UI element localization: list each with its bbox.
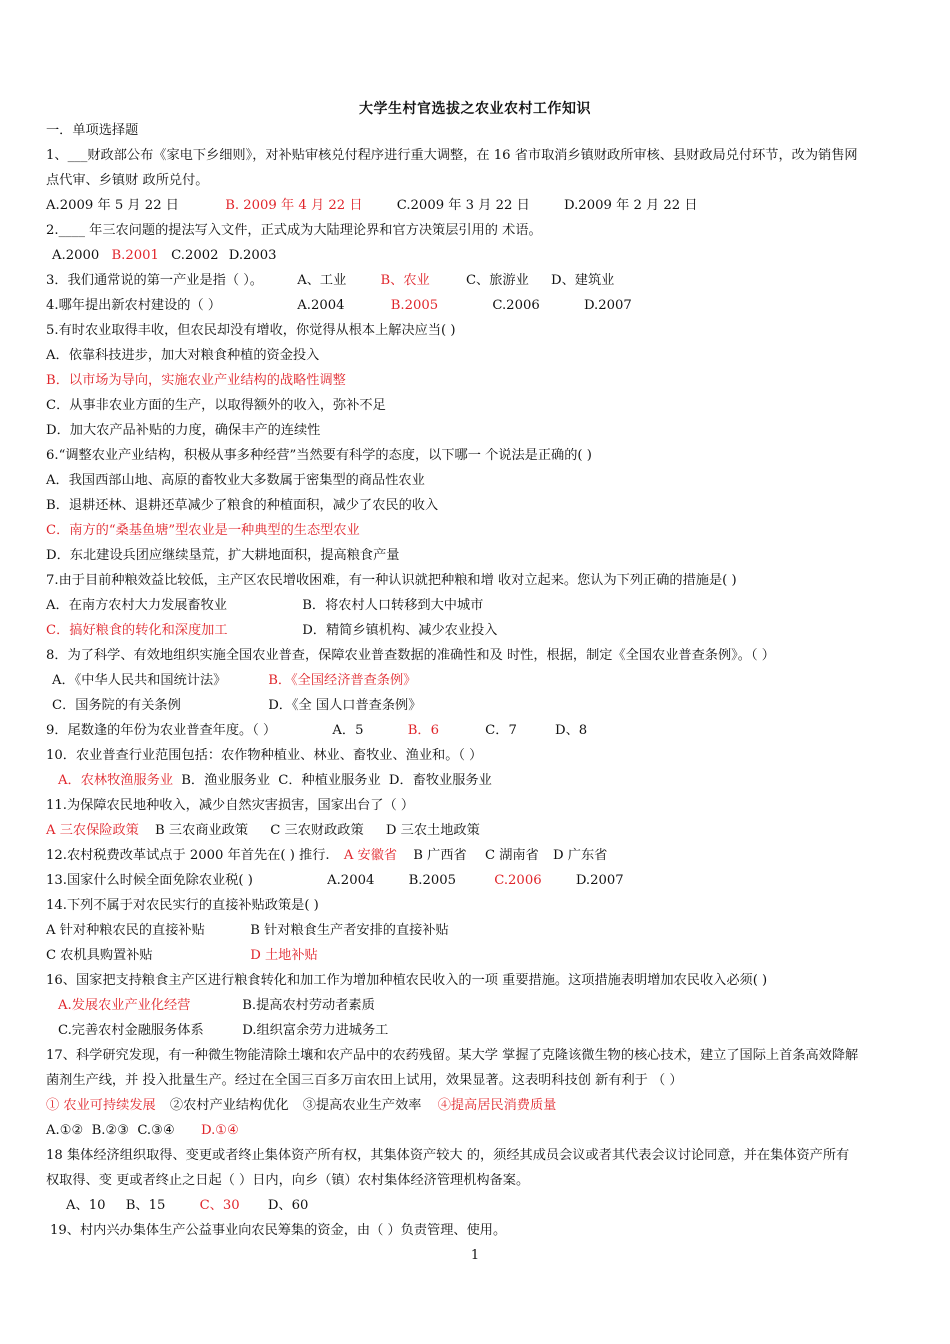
q1-option-b-answer: B. 2009 年 4 月 22 日 xyxy=(225,198,363,213)
q6-stem: 6.“调整农业产业结构，积极从事多种经营”当然要有科学的态度，以下哪一 个说法是正确的( ) xyxy=(46,448,592,463)
q10-option-a-answer: A．农林牧渔服务业 xyxy=(58,773,174,788)
q5-stem: 5.有时农业取得丰收，但农民却没有增收，你觉得从根本上解决应当( ) xyxy=(46,323,456,338)
q1-stem-line2: 点代审、乡镇财 政所兑付。 xyxy=(46,173,209,188)
q18-option-a: A、10 xyxy=(66,1198,106,1213)
q13-option-a: A.2004 xyxy=(327,873,375,888)
q2-option-d: D.2003 xyxy=(228,248,277,263)
q17-statement-2: ②农村产业结构优化 xyxy=(169,1098,289,1113)
q6-option-c-answer: C．南方的“桑基鱼塘”型农业是一种典型的生态型农业 xyxy=(46,523,360,538)
q16-stem: 16、国家把支持粮食主产区进行粮食转化和加工作为增加种植农民收入的一项 重要措施。这项措施表明增加农民收入必须( ) xyxy=(46,973,768,988)
q12-option-a-answer: A 安徽省 xyxy=(343,848,398,863)
q9-option-d: D、8 xyxy=(555,723,588,738)
q12-option-b: B 广西省 xyxy=(413,848,467,863)
q6-option-d: D．东北建设兵团应继续垦荒，扩大耕地面积，提高粮食产量 xyxy=(46,548,400,563)
q13-line xyxy=(46,871,912,891)
q11-option-a-answer: A 三农保险政策 xyxy=(46,823,139,838)
q1-option-d: D.2009 年 2 月 22 日 xyxy=(564,198,698,213)
q18-stem-line1: 18 集体经济组织取得、变更或者终止集体资产所有权，其集体资产较大 的，须经其成员会议或者其代表会议讨论同意，并在集体资产所有 xyxy=(46,1148,850,1163)
q3-option-c: C、旅游业 xyxy=(465,273,529,288)
q13-option-b: B.2005 xyxy=(408,873,457,888)
q4-stem: 4.哪年提出新农村建设的（ ） xyxy=(46,298,222,313)
q4-option-b-answer: B.2005 xyxy=(390,298,439,313)
q10-option-b: B．渔业服务业 xyxy=(181,773,271,788)
q17-stem-line1: 17、科学研究发现，有一种微生物能清除土壤和农产品中的农药残留。某大学 掌握了克隆该微生物的核心技术，建立了国际上首条高效降解 xyxy=(46,1048,859,1063)
section-heading: 一．单项选择题 xyxy=(46,123,139,138)
q17-option-a: A.①② xyxy=(46,1123,84,1138)
q12-option-c: C 湖南省 xyxy=(484,848,539,863)
q14-options-row2 xyxy=(46,946,912,966)
q3-line xyxy=(46,271,912,291)
q6-option-b: B．退耕还林、退耕还草减少了粮食的种植面积，减少了农民的收入 xyxy=(46,498,439,513)
q5-option-a: A．依靠科技进步，加大对粮食种植的资金投入 xyxy=(46,348,320,363)
q9-line xyxy=(46,721,912,741)
q9-option-a: A．5 xyxy=(332,723,364,738)
q17-option-b: B.②③ xyxy=(91,1123,130,1138)
q5-option-b-answer: B．以市场为导向，实施农业产业结构的战略性调整 xyxy=(46,373,346,388)
q14-stem: 14.下列不属于对农民实行的直接补贴政策是( ) xyxy=(46,898,319,913)
q8-stem: 8．为了科学、有效地组织实施全国农业普查，保障农业普查数据的准确性和及 时性，根据，制定《全国农业普查条例》。（ ） xyxy=(46,648,775,663)
q17-statement-1: ① 农业可持续发展 xyxy=(46,1098,156,1113)
q12-option-d: D 广东省 xyxy=(553,848,608,863)
q18-stem-line2: 权取得、变 更或者终止之日起（ ）日内，向乡（镇）农村集体经济管理机构备案。 xyxy=(46,1173,530,1188)
q8-option-d: D．《全 国人口普查条例》 xyxy=(268,698,422,713)
q17-option-d-answer: D.①④ xyxy=(200,1123,239,1138)
q17-statement-3: ③提高农业生产效率 xyxy=(302,1098,422,1113)
q3-option-a: A、工业 xyxy=(297,273,347,288)
q11-option-b: B 三农商业政策 xyxy=(155,823,249,838)
q17-stem-line2: 菌剂生产线，并 投入批量生产。经过在全国三百多万亩农田上试用，效果显著。这表明科技创 新有利于 （ ） xyxy=(46,1073,683,1088)
q17-option-c: C.③④ xyxy=(137,1123,175,1138)
q17-statements xyxy=(46,1096,912,1116)
q2-options xyxy=(52,246,918,266)
q4-option-d: D.2007 xyxy=(583,298,632,313)
q18-option-c-answer: C、30 xyxy=(199,1198,240,1213)
q8-option-a: A．《中华人民共和国统计法》 xyxy=(52,673,227,688)
q3-option-d: D、建筑业 xyxy=(551,273,615,288)
q17-statement-4: ④提高居民消费质量 xyxy=(437,1098,557,1113)
q7-options-row1 xyxy=(46,596,912,616)
q14-option-a: A 针对种粮农民的直接补贴 xyxy=(46,923,205,938)
q11-option-c: C 三农财政政策 xyxy=(270,823,364,838)
q7-option-d: D．精简乡镇机构、减少农业投入 xyxy=(302,623,498,638)
q8-option-c: C．国务院的有关条例 xyxy=(52,698,181,713)
q13-stem: 13.国家什么时候全面免除农业税( ) xyxy=(46,873,253,888)
q4-option-c: C.2006 xyxy=(492,298,540,313)
q19-stem: 19、村内兴办集体生产公益事业向农民筹集的资金，由（ ）负责管理、使用。 xyxy=(50,1223,507,1238)
q4-option-a: A.2004 xyxy=(297,298,345,313)
q16-option-c: C.完善农村金融服务体系 xyxy=(58,1023,204,1038)
q12-stem: 12.农村税费改革试点于 2000 年首先在( ) 推行. xyxy=(46,848,330,863)
q7-stem: 7.由于目前种粮效益比较低，主产区农民增收困难，有一种认识就把种粮和增 收对立起来。您认为下列正确的措施是( ) xyxy=(46,573,737,588)
q8-option-b-answer: B．《全国经济普查条例》 xyxy=(268,673,417,688)
q1-stem-line1: 1、___财政部公布《家电下乡细则》，对补贴审核兑付程序进行重大调整，在 16 省市取消乡镇财政所审核、县财政局兑付环节，改为销售网 xyxy=(46,148,858,163)
document-title: 大学生村官选拔之农业农村工作知识 xyxy=(359,101,591,117)
q1-options xyxy=(46,196,912,216)
q10-options xyxy=(58,771,924,791)
q1-option-c: C.2009 年 3 月 22 日 xyxy=(396,198,530,213)
q13-option-c-answer: C.2006 xyxy=(494,873,542,888)
q9-stem: 9．尾数逢的年份为农业普查年度。（ ） xyxy=(46,723,277,738)
q14-options-row1 xyxy=(46,921,912,941)
q16-option-d: D.组织富余劳力进城务工 xyxy=(242,1023,389,1038)
q18-options xyxy=(66,1196,932,1216)
q8-options-row1 xyxy=(52,671,918,691)
q4-line xyxy=(46,296,912,316)
q7-option-a: A．在南方农村大力发展畜牧业 xyxy=(46,598,227,613)
q11-stem: 11.为保障农民地种收入，减少自然灾害损害，国家出台了（ ） xyxy=(46,798,415,813)
q12-line xyxy=(46,846,912,866)
q7-option-b: B．将农村人口转移到大中城市 xyxy=(302,598,484,613)
q17-options xyxy=(46,1121,912,1141)
q9-option-c: C．7 xyxy=(485,723,517,738)
q10-option-c: C．种植业服务业 xyxy=(278,773,381,788)
q5-option-c: C．从事非农业方面的生产，以取得额外的收入，弥补不足 xyxy=(46,398,386,413)
q11-options xyxy=(46,821,912,841)
q2-option-b-answer: B.2001 xyxy=(111,248,159,263)
q16-option-b: B.提高农村劳动者素质 xyxy=(242,998,375,1013)
q7-options-row2 xyxy=(46,621,912,641)
q13-option-d: D.2007 xyxy=(575,873,624,888)
q3-option-b-answer: B、农业 xyxy=(380,273,430,288)
q5-option-d: D．加大农产品补贴的力度，确保丰产的连续性 xyxy=(46,423,321,438)
q6-option-a: A．我国西部山地、高原的畜牧业大多数属于密集型的商品性农业 xyxy=(46,473,425,488)
q18-option-d: D、60 xyxy=(267,1198,309,1213)
q10-stem: 10．农业普查行业范围包括：农作物种植业、林业、畜牧业、渔业和。（ ） xyxy=(46,748,483,763)
q7-option-c-answer: C．搞好粮食的转化和深度加工 xyxy=(46,623,228,638)
q10-option-d: D．畜牧业服务业 xyxy=(388,773,492,788)
q3-stem: 3．我们通常说的第一产业是指（ ）。 xyxy=(46,273,263,288)
q11-option-d: D 三农土地政策 xyxy=(385,823,480,838)
page-number: 1 xyxy=(470,1248,480,1263)
q16-options-row1 xyxy=(58,996,924,1016)
q2-option-c: C.2002 xyxy=(171,248,219,263)
q8-options-row2 xyxy=(52,696,918,716)
q14-option-b: B 针对粮食生产者安排的直接补贴 xyxy=(250,923,449,938)
q14-option-c: C 农机具购置补贴 xyxy=(46,948,153,963)
q16-option-a-answer: A.发展农业产业化经营 xyxy=(58,998,191,1013)
q9-option-b-answer: B．6 xyxy=(407,723,439,738)
q2-stem: 2.____ 年三农问题的提法写入文件，正式成为大陆理论界和官方决策层引用的 术语。 xyxy=(46,223,542,238)
q16-options-row2 xyxy=(58,1021,924,1041)
q18-option-b: B、15 xyxy=(125,1198,166,1213)
q1-option-a: A.2009 年 5 月 22 日 xyxy=(46,198,179,213)
q14-option-d-answer: D 土地补贴 xyxy=(250,948,318,963)
q2-option-a: A.2000 xyxy=(52,248,100,263)
